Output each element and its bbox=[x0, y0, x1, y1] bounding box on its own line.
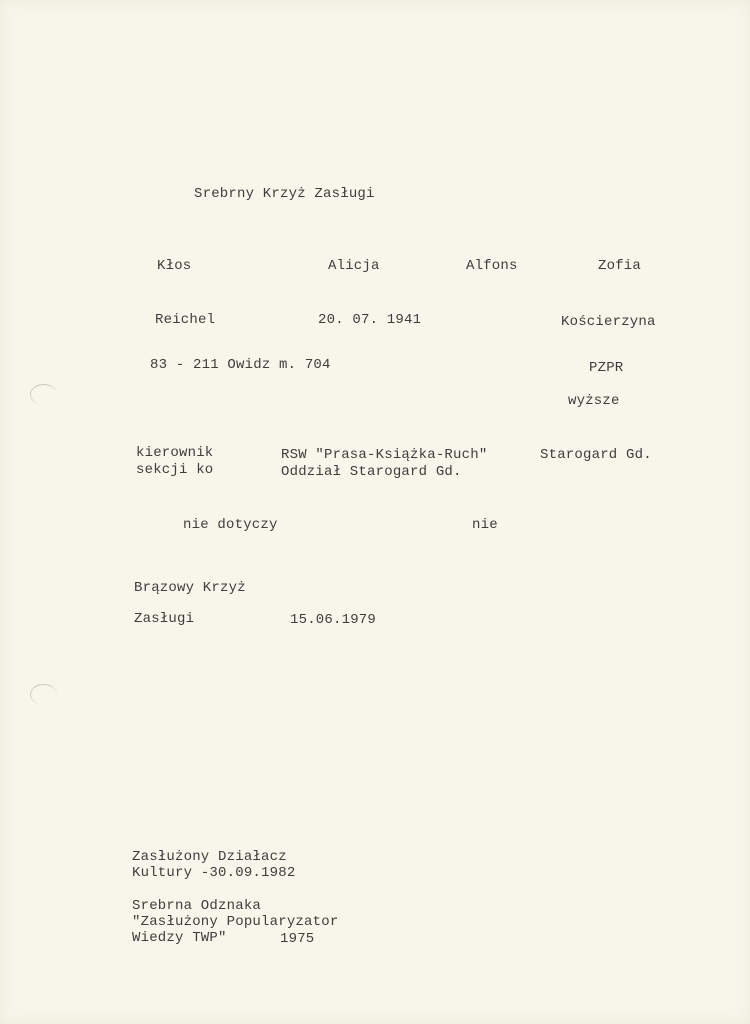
other-award-1-line-2: Kultury -30.09.1982 bbox=[132, 865, 296, 881]
punch-hole-top bbox=[30, 384, 57, 405]
other-award-2-line-2: "Zasłużony Popularyzator bbox=[132, 914, 339, 930]
punch-hole-bottom bbox=[30, 684, 57, 705]
maiden-name: Reichel bbox=[155, 312, 216, 328]
birth-place: Kościerzyna bbox=[561, 314, 656, 330]
employer-line-2: Oddział Starogard Gd. bbox=[281, 464, 462, 480]
father-name: Alfons bbox=[466, 258, 518, 274]
address: 83 - 211 Owidz m. 704 bbox=[150, 357, 331, 373]
previous-award-line-2: Zasługi bbox=[134, 611, 195, 627]
party-membership: PZPR bbox=[589, 360, 624, 376]
award-title: Srebrny Krzyż Zasługi bbox=[194, 186, 375, 202]
first-name: Alicja bbox=[328, 258, 380, 274]
other-award-1-line-1: Zasłużony Działacz bbox=[132, 849, 287, 865]
other-award-2-year: 1975 bbox=[280, 931, 315, 947]
education: wyższe bbox=[568, 393, 620, 409]
mother-name: Zofia bbox=[598, 258, 642, 274]
position-line-1: kierownik bbox=[136, 445, 214, 461]
position-line-2: sekcji ko bbox=[136, 462, 214, 478]
other-award-2-line-3: Wiedzy TWP" bbox=[132, 930, 227, 946]
previous-award-date: 15.06.1979 bbox=[290, 612, 377, 628]
other-award-2-line-1: Srebrna Odznaka bbox=[132, 898, 262, 914]
not-applicable: nie dotyczy bbox=[183, 517, 278, 533]
employer-city: Starogard Gd. bbox=[540, 447, 652, 463]
answer-no: nie bbox=[472, 517, 498, 533]
previous-award-line-1: Brązowy Krzyż bbox=[134, 580, 246, 596]
birth-date: 20. 07. 1941 bbox=[318, 312, 422, 328]
employer-line-1: RSW "Prasa-Książka-Ruch" bbox=[281, 447, 488, 463]
surname: Kłos bbox=[157, 258, 192, 274]
